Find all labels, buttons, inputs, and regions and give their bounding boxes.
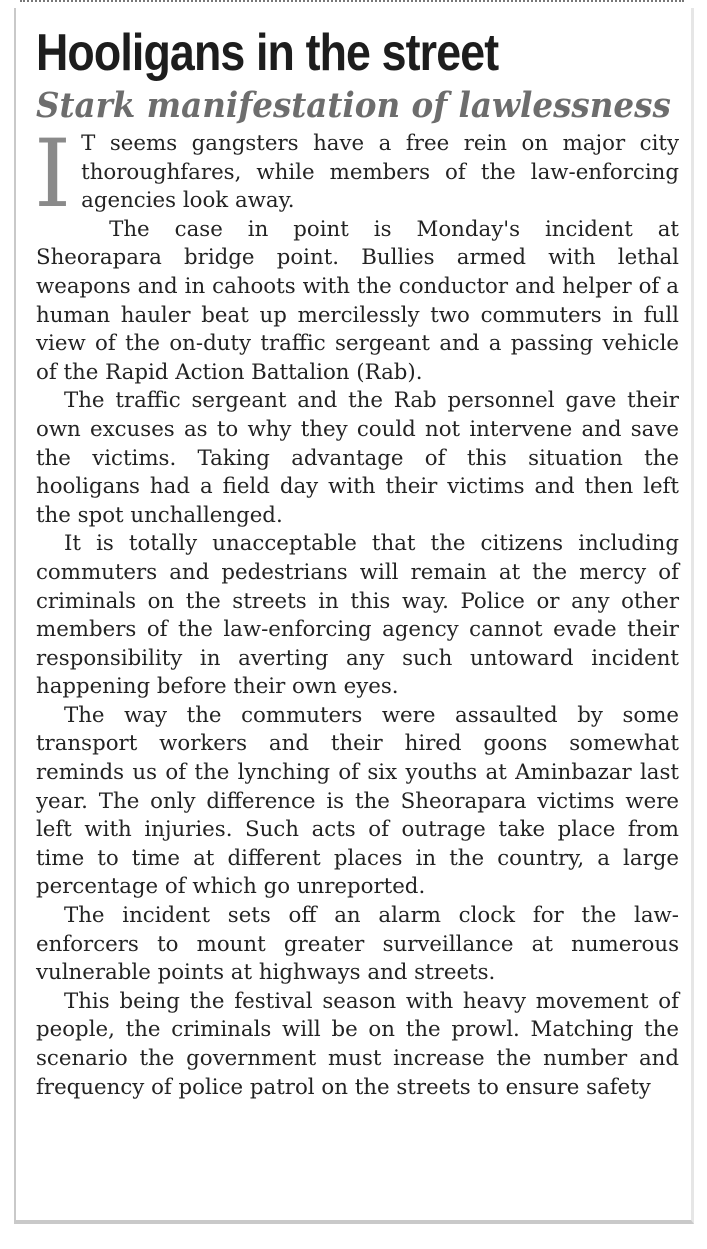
paragraph-1 bbox=[34, 120, 679, 229]
paragraph-5: The way the commuters were assaulted by some transport workers and their hired goons somewhat reminds us of the lynching of six youths at Aminbazar last year. The only difference is the Sheorapara victims were left with injuries. Such acts of outrage take place from time to time at different places in the country, a large percentage of which go unreported. bbox=[36, 702, 679, 900]
paragraph-3: The traffic sergeant and the Rab personnel gave their own excuses as to why they could not intervene and save the victims. Taking advantage of this situation the hooligans had a field day with their victims and then left the spot unchallenged. bbox=[36, 388, 679, 528]
drop-cap: I bbox=[34, 120, 72, 229]
paragraph-7: This being the festival season with heavy movement of people, the criminals will be on the prowl. Matching the scenario the government must increase the number and frequency of police patrol on the streets to ensure safety bbox=[36, 988, 679, 1100]
paragraph-6: The incident sets off an alarm clock for the law-enforcers to mount greater surveillance at numerous vulnerable points at highways and streets. bbox=[36, 903, 679, 986]
subheadline: Stark manifestation of lawlessness bbox=[36, 85, 671, 126]
article-body bbox=[34, 120, 679, 1102]
paragraph-1-text: T seems gangsters have a free rein on major city thoroughfares, while members of the law-enforcing agencies look away. bbox=[81, 131, 679, 214]
paragraph-4: It is totally unacceptable that the citizens including commuters and pedestrians will remain at the mercy of criminals on the streets in this way. Police or any other members of the law-enforcing agency cannot evade their responsibility in averting any such untoward incident happening before their own eyes. bbox=[36, 531, 679, 700]
headline: Hooligans in the street bbox=[36, 24, 499, 82]
paragraph-2: The case in point is Monday's incident at Sheorapara bridge point. Bullies armed with lethal weapons and in cahoots with the conductor and helper of a human hauler beat up mercilessly two commuters in full view of the on-duty traffic sergeant and a passing vehicle of the Rapid Action Battalion (Rab). bbox=[36, 216, 679, 385]
top-dotted-rule bbox=[20, 0, 684, 7]
editorial-article bbox=[14, 8, 694, 1224]
